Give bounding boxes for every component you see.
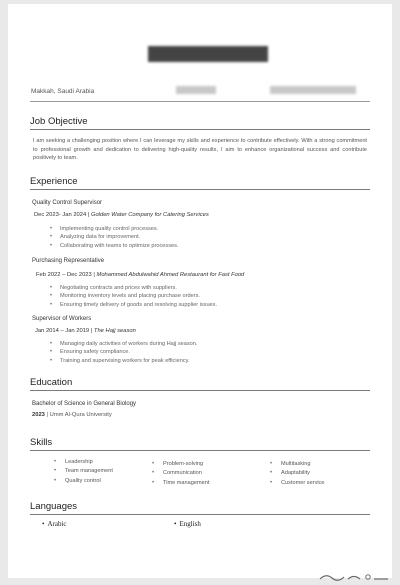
watermark-logo-icon xyxy=(318,571,390,582)
section-divider xyxy=(30,390,370,391)
skills-column-3 xyxy=(270,460,325,488)
objective-title: Job Objective xyxy=(30,116,88,127)
education-year-school xyxy=(32,412,112,418)
list-item: • Problem-solving xyxy=(152,460,209,469)
job-bullets xyxy=(50,225,178,250)
job-role: Quality Control Supervisor xyxy=(32,200,103,206)
skills-title: Skills xyxy=(30,437,53,448)
header-divider xyxy=(30,101,370,102)
education-section xyxy=(30,377,370,391)
section-divider xyxy=(30,129,370,130)
list-item: • Analyzing data for improvement. xyxy=(50,233,178,241)
degree: Bachelor of Science in General Biology xyxy=(32,401,137,407)
list-item: • Adaptability xyxy=(270,469,325,478)
list-item: • Ensuring timely delivery of goods and resolving supplier issues. xyxy=(50,301,217,309)
job-company: Golden Water Company for Catering Services xyxy=(90,212,209,218)
job-company: The Hajj season xyxy=(93,328,136,334)
redacted-email xyxy=(270,86,356,94)
resume-page xyxy=(8,4,392,578)
job-bullets xyxy=(50,340,197,365)
experience-section xyxy=(30,176,370,190)
language-name: English xyxy=(179,520,201,528)
list-item: • Training and supervising workers for peak efficiency. xyxy=(50,357,197,365)
section-divider xyxy=(30,189,370,190)
redacted-name xyxy=(148,46,268,62)
job-dates: Jan 2014 – Jan 2019 | xyxy=(35,328,93,334)
bullet-icon: • xyxy=(42,520,45,528)
job-dates: Feb 2022 – Dec 2023 | xyxy=(36,272,95,278)
list-item: • Multitasking xyxy=(270,460,325,469)
list-item: • Monitoring inventory levels and placing purchase orders. xyxy=(50,292,217,300)
list-item: • Implementing quality control processes. xyxy=(50,225,178,233)
list-item: • Customer service xyxy=(270,479,325,488)
list-item: • Time management xyxy=(152,479,209,488)
list-item: • Quality control xyxy=(54,477,113,486)
redacted-phone xyxy=(176,86,216,94)
bullet-icon: • xyxy=(174,520,177,528)
list-item: • Managing daily activities of workers during Hajj season. xyxy=(50,340,197,348)
list-item: • Collaborating with teams to optimize processes. xyxy=(50,242,178,250)
skills-section xyxy=(30,437,370,451)
experience-title: Experience xyxy=(30,176,78,187)
language-item xyxy=(174,520,201,528)
list-item: • Communication xyxy=(152,469,209,478)
language-name: Arabic xyxy=(47,520,67,528)
languages-title: Languages xyxy=(30,501,78,512)
list-item: • Ensuring safety compliance. xyxy=(50,348,197,356)
job-company: Mohammed Abdulwahid Ahmed Restaurant for Fast Food xyxy=(96,272,245,278)
list-item: • Negotiating contracts and prices with suppliers. xyxy=(50,284,217,292)
section-divider xyxy=(30,514,370,515)
language-item xyxy=(42,520,67,528)
education-year: 2023 xyxy=(32,412,45,418)
job-dates-company xyxy=(35,328,136,334)
objective-text: I am seeking a challenging position where I can leverage my skills and experience to contribute effectively. With a strong commitment to professional growth and dedication to delivering high-quality results, I aim to enhance organizational success and contribute positively to team. xyxy=(33,138,367,162)
objective-section xyxy=(30,116,370,163)
list-item: • Leadership xyxy=(54,458,113,467)
job-bullets xyxy=(50,284,217,309)
section-divider xyxy=(30,450,370,451)
education-school: | Umm Al-Qura University xyxy=(46,412,112,418)
job-dates-company xyxy=(36,272,244,278)
job-role: Purchasing Representative xyxy=(32,258,105,264)
education-title: Education xyxy=(30,377,73,388)
languages-section xyxy=(30,501,370,515)
job-dates-company xyxy=(34,212,209,218)
skills-column-2 xyxy=(152,460,209,488)
list-item: • Team management xyxy=(54,467,113,476)
job-role: Supervisor of Workers xyxy=(32,316,92,322)
skills-column-1 xyxy=(54,458,113,486)
job-dates: Dec 2023- Jan 2024 | xyxy=(34,212,90,218)
location: Makkah, Saudi Arabia xyxy=(31,88,95,95)
